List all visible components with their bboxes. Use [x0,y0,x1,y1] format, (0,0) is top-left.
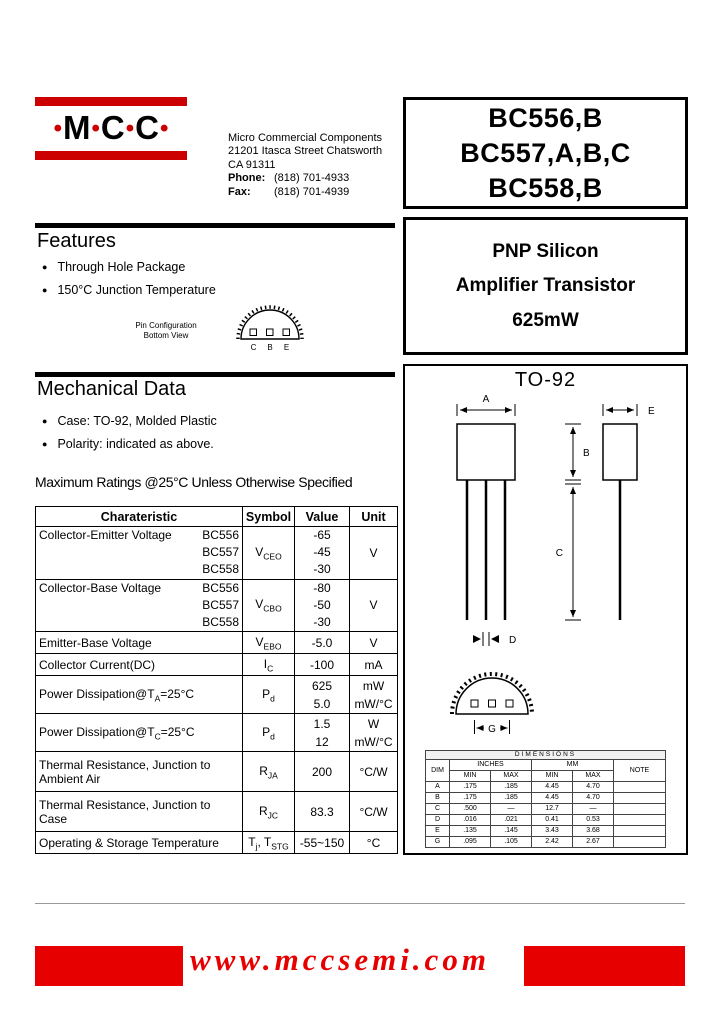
logo-letter: M [63,109,91,146]
rating-unit: mW mW/°C [350,676,398,714]
row-thermal-resistance-jc [36,792,398,832]
pin-label-c: C [250,343,257,352]
mechanical-list [42,414,217,460]
logo-dot: • [53,115,62,142]
to92-package-drawing [415,392,678,740]
header-value: Value [295,507,350,527]
dims-row: C .500 — 12.7 — [426,804,666,815]
rating-unit: W mW/°C [350,714,398,752]
section-rule [35,372,395,377]
rating-value: -80 -50 -30 [295,579,350,632]
rating-symbol: $V_{CBO}$ [243,579,295,632]
rating-symbol: $T_j$, $T_{STG}$ [243,832,295,854]
rating-value: -55~150 [295,832,350,854]
logo-letter: C [135,109,159,146]
dims-row: D .016 .021 0.41 0.53 [426,815,666,826]
description-line: Amplifier Transistor [455,275,636,296]
dims-header-max: MAX [573,771,614,782]
package-name: TO-92 [514,369,577,391]
pin-label-b: B [267,343,273,352]
dim-e [603,404,655,417]
dim-b [565,424,590,480]
rating-symbol: $I_C$ [243,654,295,676]
row-operating-storage-temperature [36,832,398,854]
logo-text [35,106,187,151]
dims-header-min: MIN [450,771,491,782]
address-line: 21201 Itasca Street Chatsworth [228,145,383,158]
dims-title-row [426,751,666,760]
dims-header-mm: MM [532,760,614,771]
rating-symbol: $P_d$ [243,714,295,752]
row-thermal-resistance-ja [36,752,398,792]
address-line: Micro Commercial Components [228,132,383,144]
dims-header-min: MIN [532,771,573,782]
phone-label: Phone: [228,172,266,185]
part-name: BC557 [202,597,239,612]
part-name: BC558 [202,615,239,630]
rating-characteristic: Power $Dissipation@T_A=25^\circ C$ [36,676,243,714]
description-line: 625mW [512,309,579,331]
footer-divider [35,903,685,904]
pin-config-caption [116,321,216,340]
rating-unit: °C [350,832,398,854]
description-line: PNP Silicon [492,240,599,262]
address-line: CA 91311 [228,158,276,171]
front-view [457,424,515,620]
rating-characteristic: Power $Dissipation@T_C=25^\circ C$ [36,714,243,752]
pin-square [283,329,290,336]
logo-dot: • [160,115,169,142]
characteristic-label: Collector-Emitter Voltage [39,528,172,542]
dims-title: DIMENSIONS [426,751,666,760]
part-name: BC556 [202,528,239,542]
part-name: BC558 [202,562,239,577]
mechanical-item: ● Polarity: indicated as above. [42,437,217,451]
row-collector-emitter-voltage [36,527,398,580]
dim-c [556,484,581,620]
rating-characteristic [36,579,243,632]
rating-value: 1.5 12 [295,714,350,752]
dim-label-c: C [555,548,563,559]
dim-label-d: D [509,635,517,646]
part-list [202,580,239,632]
rating-characteristic: Emitter-Base Voltage [36,632,243,654]
max-ratings-caption: Maximum Ratings @25°C Unless Otherwise Specified [35,474,353,490]
dims-header-inches: INCHES [450,760,532,771]
mechanical-item: ● Case: TO-92, Molded Plastic [42,414,217,428]
row-power-dissipation-tc [36,714,398,752]
mechanical-data-title: Mechanical Data [37,378,186,400]
mcc-logo [35,97,187,160]
logo-letter: C [100,109,125,146]
pin-square [250,329,257,336]
side-view [603,424,637,620]
pin-square [267,329,274,336]
footer-red-bar-right [524,946,685,986]
rating-symbol: $R_{JA}$ [243,752,295,792]
dims-row: A .175 .185 4.45 4.70 [426,782,666,793]
rating-characteristic [36,527,243,580]
dims-row: B .175 .185 4.45 4.70 [426,793,666,804]
fax-label: Fax: [228,185,251,198]
dims-group-row [426,760,666,771]
rating-symbol: $R_{JC}$ [243,792,295,832]
dim-g [475,720,510,735]
dims-header-max: MAX [491,771,532,782]
pin-configuration-diagram [236,302,304,354]
header-symbol: Symbol [243,507,295,527]
rating-characteristic: Thermal Resistance, Junction to Ambient Air [36,752,243,792]
company-address [228,132,382,199]
feature-item: ● 150°C Junction Temperature [42,283,216,297]
rating-value: -5.0 [295,632,350,654]
logo-top-bar [35,97,187,106]
bottom-view [452,674,532,714]
rating-value: -65 -45 -30 [295,527,350,580]
rating-unit: V [350,632,398,654]
header-unit: Unit [350,507,398,527]
part-number: BC557,A,B,C [460,137,631,168]
logo-bottom-bar [35,151,187,160]
rating-unit: V [350,527,398,580]
rating-unit: °C/W [350,752,398,792]
rating-symbol: $P_d$ [243,676,295,714]
dim-label-e: E [648,406,655,417]
row-collector-current [36,654,398,676]
section-rule [35,223,395,228]
row-emitter-base-voltage [36,632,398,654]
row-collector-base-voltage [36,579,398,632]
part-number: BC558,B [488,172,603,203]
dim-a [457,394,515,416]
rating-value: -100 [295,654,350,676]
header-characteristic: Charateristic [36,507,243,527]
pin-config-caption-line: Pin Configuration [135,321,197,330]
table-header-row [36,507,398,527]
dimensions-table [425,750,666,848]
fax-line [228,186,382,199]
rating-symbol: $V_{CEO}$ [243,527,295,580]
dim-d [473,632,516,646]
part-number: BC556,B [488,102,603,133]
rating-characteristic: Operating & Storage Temperature [36,832,243,854]
rating-unit: V [350,579,398,632]
rating-unit: mA [350,654,398,676]
part-name: BC556 [202,580,239,595]
rating-value: 83.3 [295,792,350,832]
rating-symbol: $V_{EBO}$ [243,632,295,654]
dims-header-dim: DIM [426,760,450,782]
rating-value: 200 [295,752,350,792]
part-list [202,527,239,579]
rating-characteristic: Collector Current(DC) [36,654,243,676]
description-box [403,217,688,355]
pin-config-caption-line: Bottom View [143,330,189,340]
feature-item: ● Through Hole Package [42,260,216,274]
features-list [42,260,216,306]
row-power-dissipation-ta [36,676,398,714]
dim-label-a: A [482,394,490,405]
dims-header-note: NOTE [614,760,666,782]
rating-unit: °C/W [350,792,398,832]
phone-number: (818) 701-4933 [274,172,350,185]
fax-number: (818) 701-4939 [274,185,350,198]
phone-line [228,172,382,185]
package-drawing-box [403,364,688,855]
hatching [238,307,302,339]
features-title: Features [37,230,116,252]
logo-dot: • [91,115,100,142]
footer-red-bar-left [35,946,183,986]
dim-label-g: G [488,724,496,735]
part-name: BC557 [202,545,239,560]
rating-characteristic: Thermal Resistance, Junction to Case [36,792,243,832]
pin-label-e: E [283,343,290,352]
dims-row: G .095 .105 2.42 2.67 [426,837,666,848]
website-url: www.mccsemi.com [190,942,490,977]
characteristic-label: Collector-Base Voltage [39,580,162,595]
dim-label-b: B [583,448,590,459]
rating-value: 625 5.0 [295,676,350,714]
max-ratings-table [35,506,398,854]
part-number-box [403,97,688,209]
logo-dot: • [125,115,135,142]
dims-row: E .135 .145 3.43 3.68 [426,826,666,837]
